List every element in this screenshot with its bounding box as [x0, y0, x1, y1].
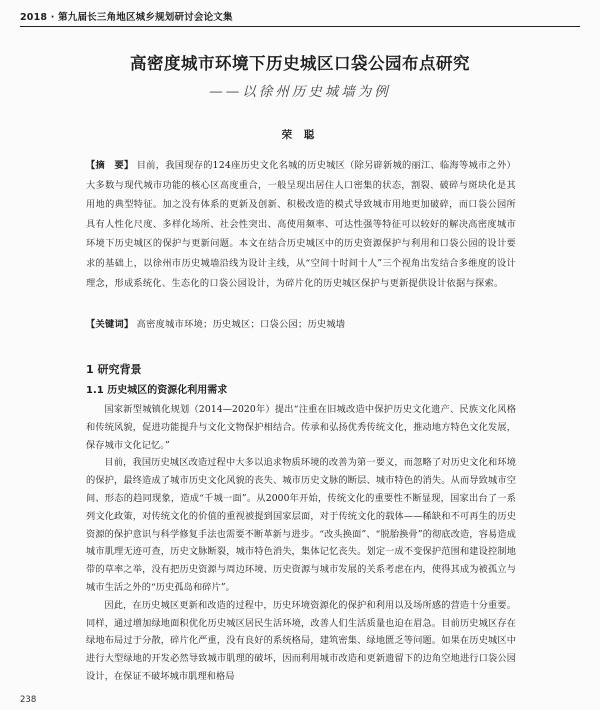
- paragraph: 国家新型城镇化规划（2014—2020年）提出“注重在旧城改造中保护历史文化遗产、民族文化风格和传统风貌，促进功能提升与文化文物保护相结合。传承和弘扬优秀传统文化，推动地方特色文化发展，保存城市文化记忆。”: [86, 404, 516, 451]
- paper-title: 高密度城市环境下历史城区口袋公园布点研究: [130, 54, 470, 73]
- keywords-label: 【关键词】: [86, 319, 134, 330]
- body-text: [86, 401, 516, 686]
- author-name: 荣 聪: [281, 129, 319, 141]
- abstract-text: 目前，我国现存的124座历史文化名城的历史城区（除另辟新城的丽江、临海等城市之外）大多数与现代城市功能的核心区高度重合，一般呈现出居住人口密集的状态，割裂、破碎与斑块化是其用地的典型特征。加之没有体系的更新及创新、积极改造的模式导致城市用地更加破碎，而口袋公园所具有人性化尺度、多样化场所、社会性突出、高使用频率、可达性强等特征可以较好的解决高密度城市环境下历史城区的保护与更新问题。本文在结合历史城区中的历史资源保护与利用和口袋公园的设计要求的基础上，以徐州市历史城墙沿线为设计主线，从“空间十时间十人”三个视角出发结合多维度的设计理念，形成系统化、生态化的口袋公园设计，为碎片化的历史城区保护与更新提供设计依据与探索。: [86, 160, 516, 289]
- keywords-text: 高密度城市环境；历史城区；口袋公园；历史城墙: [136, 319, 346, 330]
- paragraph: 因此，在历史城区更新和改造的过程中，历史环境资源化的保护和利用以及场所感的营造十分重要。同样，通过增加绿地面积优化历史城区居民生活环境，改善人们生活质量也迫在眉急。目前历史城区存在绿地布局过于分散，碎片化严重，没有良好的系统格局，建筑密集、绿地匮乏等问题。如果在历史城区中进行大型绿地的开发必然导致城市肌理的破坏，因而利用城市改造和更新遗留下的边角空地进行口袋公园设计，在保证不破坏城市肌理和格局: [86, 599, 516, 682]
- section-heading: 1 研究背景: [86, 363, 142, 376]
- page-number: 238: [20, 695, 37, 705]
- keywords: [86, 317, 516, 333]
- paper-subtitle: ——以徐州历史城墙为例: [209, 84, 391, 100]
- paragraph: 目前，我国历史城区改造过程中大多以追求物质环境的改善为第一要义，而忽略了对历史文化和环境的保护，最终造成了城市历史文化风貌的丧失、城市历史文脉的断层、城市特色的消失。从而导致城市空间、形态的趋同现象，造成“千城一面”。从2000年开始，传统文化的重要性不断显现，国家出台了一系列文化政策，对传统文化的价值的重视被提到国家层面，对于传统文化的载体——稀缺和不可再生的历史资源的保护意识与科学修复手法也需要不断革新与进步。“改头换面”、“脱胎换骨”的彻底改造，容易造成城市肌理无迹可查，历史文脉断裂，城市特色消失，集体记忆丧失。划定一成不变保护范围和建设控制地带的草率之举，没有把历史资源与周边环境、历史资源与城市发展的关系考虑在内，使得其成为被孤立与城市生活之外的“历史孤岛和碎片”。: [86, 457, 516, 593]
- subsection-heading: 1.1 历史城区的资源化利用需求: [86, 385, 228, 396]
- abstract: [86, 156, 516, 293]
- abstract-label: 【摘 要】: [86, 160, 134, 171]
- running-header: 2018 · 第九届长三角地区城乡规划研讨会论文集: [20, 12, 233, 23]
- header-rule: [20, 26, 580, 27]
